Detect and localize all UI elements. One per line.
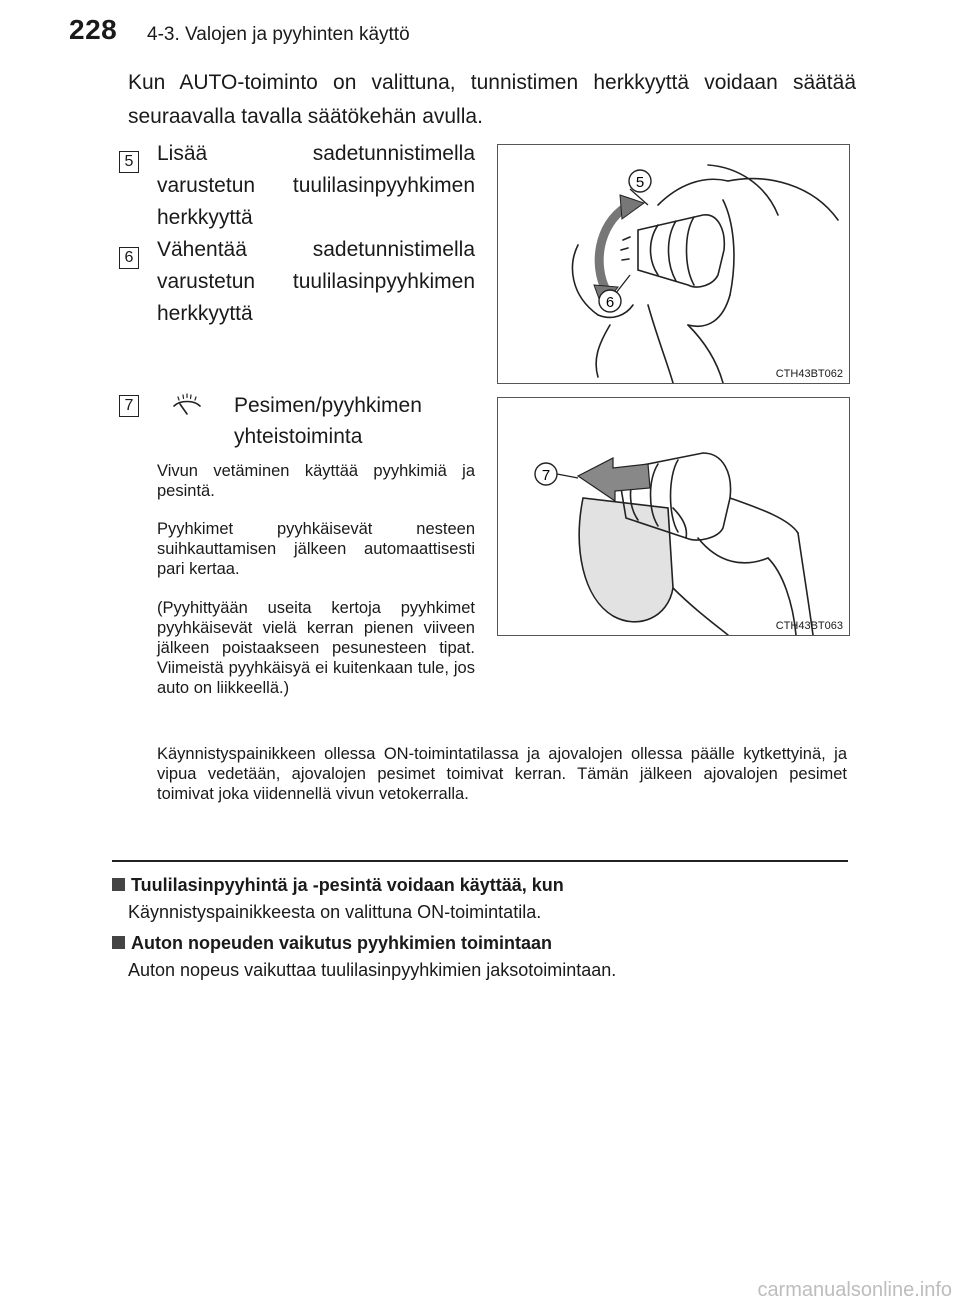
section-divider <box>112 860 848 862</box>
figure-wiper-sensitivity <box>497 144 850 384</box>
washer-wiper-icon <box>170 392 204 418</box>
item-7-title: Pesimen/pyyhkimen yhteistoiminta <box>234 394 422 448</box>
section-title: 4-3. Valojen ja pyyhinten käyttö <box>147 24 410 45</box>
note-2-heading: Auton nopeuden vaikutus pyyhkimien toimintaan <box>131 933 553 953</box>
note-1 <box>112 875 852 923</box>
item-number-7: 7 <box>119 395 139 417</box>
bullet-square-icon <box>112 936 125 949</box>
note-1-heading: Tuulilasinpyyhintä ja -pesintä voidaan käyttää, kun <box>131 875 564 895</box>
item-7-paragraph-1: Vivun vetäminen käyttää pyyhkimiä ja pesintä. <box>157 462 475 500</box>
note-2 <box>112 933 852 981</box>
bullet-square-icon <box>112 878 125 891</box>
note-1-body: Käynnistyspainikkeesta on valittuna ON-toimintatila. <box>128 902 542 922</box>
figure-code-1: CTH43BT062 <box>775 368 843 380</box>
figure-label-5: 5 <box>635 174 645 191</box>
figure-label-6: 6 <box>605 294 615 311</box>
intro-paragraph: Kun AUTO-toiminto on valittuna, tunnistimen herkkyyttä voidaan säätää seuraavalla tavalla säätökehän avulla. <box>128 71 856 128</box>
figure-code-2: CTH43BT063 <box>775 620 843 632</box>
page-number: 228 <box>69 14 118 45</box>
item-6-text: Vähentää sadetunnistimella varustetun tuulilasinpyyhkimen herkkyyttä <box>157 238 475 325</box>
item-5-text: Lisää sadetunnistimella varustetun tuulilasinpyyhkimen herkkyyttä <box>157 142 475 229</box>
figure-washer-pull <box>497 397 850 636</box>
item-number-5: 5 <box>119 151 139 173</box>
wiper-ring-illustration <box>498 145 849 383</box>
item-7-wide-paragraph: Käynnistyspainikkeen ollessa ON-toimintatilassa ja ajovalojen ollessa päälle kytkettyinä, ja vipua vedetään, ajovalojen pesimet toimivat kerran. Tämän jälkeen ajovalojen pesimet toimivat joka viidennellä vivun vetokerralla. <box>157 745 847 803</box>
item-7-paragraph-2: Pyyhkimet pyyhkäisevät nesteen suihkauttamisen jälkeen automaattisesti pari kertaa. <box>157 520 475 578</box>
figure-label-7: 7 <box>541 467 551 484</box>
note-2-body: Auton nopeus vaikuttaa tuulilasinpyyhkimien jaksotoimintaan. <box>128 960 617 980</box>
item-number-6: 6 <box>119 247 139 269</box>
watermark: carmanualsonline.info <box>757 1279 952 1301</box>
washer-lever-illustration <box>498 398 849 635</box>
item-7-paragraph-3: (Pyyhittyään useita kertoja pyyhkimet pyyhkäisevät vielä kerran pienen viiveen jälkeen poistaakseen pesunesteen tipat. Viimeistä pyyhkäisyä ei kuitenkaan tule, jos auto on liikkeellä.) <box>157 599 475 697</box>
